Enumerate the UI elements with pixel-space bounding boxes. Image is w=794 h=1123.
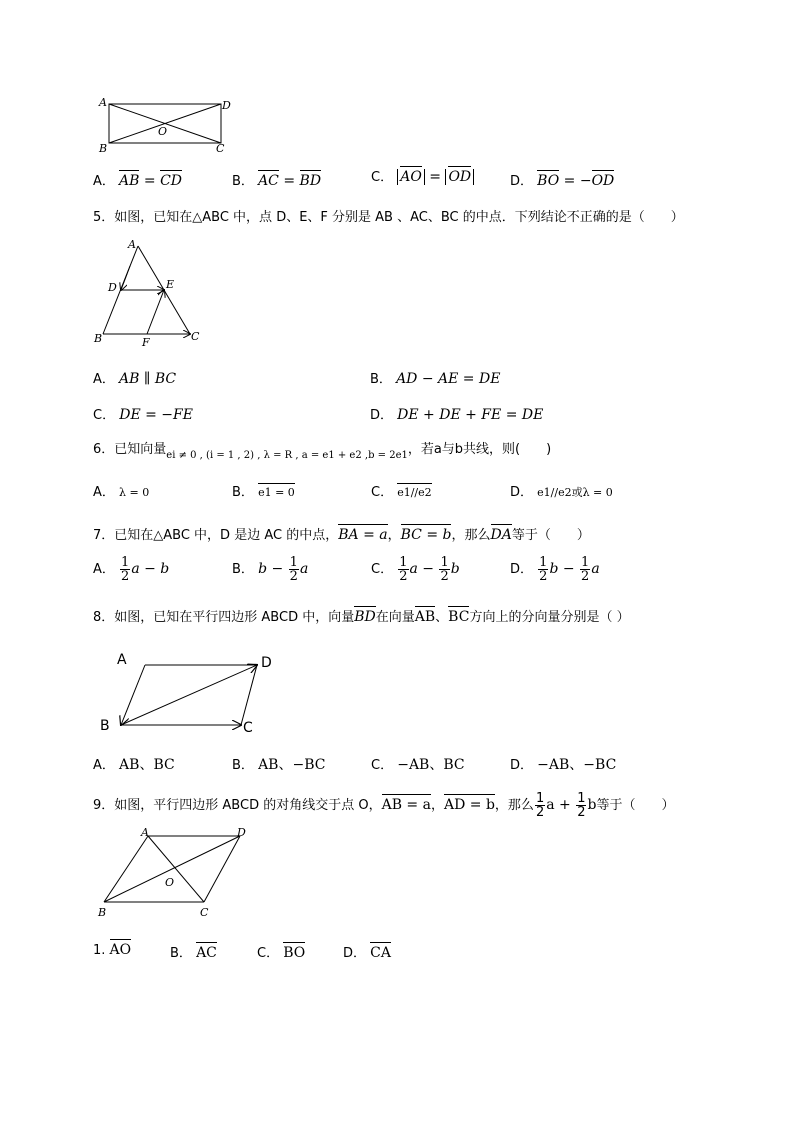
fig-label-a: A	[141, 826, 149, 839]
equals-sign: = −	[559, 173, 592, 189]
q7-option-d[interactable]	[510, 556, 600, 583]
numerator: 1	[535, 791, 545, 806]
vector-term: BD	[299, 173, 322, 189]
numerator: 1	[121, 555, 130, 570]
q9-option-c[interactable]	[257, 942, 305, 961]
option-expression: λ = 0	[119, 486, 150, 499]
denominator: 2	[289, 569, 298, 584]
option-label: D．	[510, 562, 534, 577]
option-label: B．	[232, 758, 254, 773]
q9-option-b[interactable]	[170, 942, 217, 961]
fraction	[576, 792, 586, 819]
option-label: D．	[343, 946, 367, 961]
q5-option-a[interactable]	[93, 368, 176, 387]
stem-text: 在向量	[375, 610, 415, 625]
stem-math: BD	[354, 609, 376, 625]
equals-sign: =	[139, 173, 161, 189]
q8-option-d[interactable]	[510, 754, 616, 774]
q6-stem	[93, 438, 552, 461]
fig-label-d: D	[222, 99, 231, 112]
fig-label-c: C	[216, 142, 225, 154]
option-expression: BO	[283, 945, 306, 961]
option-expression: AB ∥ BC	[119, 371, 177, 387]
rectangle-figure	[96, 92, 236, 154]
option-label: A．	[93, 485, 115, 500]
stem-text: 方向上的分向量分别是（ ）	[469, 610, 630, 625]
fig-label-c: C	[191, 330, 200, 343]
option-label: A．	[93, 174, 115, 189]
q9-option-d[interactable]	[343, 942, 391, 961]
stem-math: BA = a	[338, 527, 388, 543]
option-expression: AO	[109, 942, 132, 958]
denominator: 2	[581, 569, 590, 584]
stem-text: 等于（ ）	[511, 528, 590, 543]
q4-option-d[interactable]	[510, 170, 614, 189]
option-expression: DE + DE + FE = DE	[397, 407, 544, 423]
option-label: D．	[510, 758, 534, 773]
fig-label-e: E	[166, 278, 175, 291]
fraction	[535, 792, 545, 819]
option-label: D．	[510, 174, 534, 189]
option-expression: −AB、BC	[397, 757, 465, 773]
stem-math: AB	[414, 609, 436, 625]
fig-label-o: O	[165, 876, 175, 889]
q9-stem	[93, 792, 674, 819]
denominator: 2	[121, 569, 130, 584]
q8-option-a[interactable]	[93, 754, 175, 774]
option-label: C．	[93, 408, 116, 423]
stem-math: e	[166, 450, 173, 461]
fig-label-d: D	[261, 655, 272, 671]
fig-label-d: D	[237, 826, 246, 839]
q6-option-a[interactable]	[93, 481, 149, 500]
fig-label-a: A	[117, 652, 127, 668]
fig-label-b: B	[98, 906, 107, 919]
fig-label-o: O	[158, 125, 168, 138]
q7-option-b[interactable]	[232, 556, 308, 583]
stem-text: ，那么	[451, 528, 491, 543]
triangle-figure	[90, 236, 210, 348]
option-expression: AB、BC	[119, 757, 175, 773]
q5-stem: 5．如图，已知在△ABC 中，点 D、E、F 分别是 AB 、AC、BC 的中点．下列结论不正确的是（ ）	[93, 210, 684, 225]
stem-math: i ≠ 0 , (i = 1 , 2) , λ = R , a = e1 + e2 ,b = 2e1	[172, 450, 408, 461]
numerator: 1	[440, 555, 449, 570]
stem-text: ，	[430, 798, 444, 813]
q5-option-c[interactable]	[93, 404, 193, 423]
q8-option-b[interactable]	[232, 754, 325, 774]
denominator: 2	[399, 569, 408, 584]
option-label: B．	[170, 946, 192, 961]
stem-math: DA	[490, 527, 512, 543]
option-expression: −AB、−BC	[537, 757, 617, 773]
q6-option-c[interactable]	[371, 481, 432, 500]
option-expression: AB、−BC	[258, 757, 326, 773]
parallelogram-figure-q8	[95, 645, 285, 741]
denominator: 2	[577, 805, 586, 820]
stem-text: ，若a与b共线，则( )	[407, 442, 552, 457]
option-label: B．	[232, 562, 254, 577]
option-expression: a	[591, 561, 600, 577]
fraction	[538, 556, 548, 583]
option-expression: CA	[370, 945, 391, 961]
denominator: 2	[535, 805, 545, 820]
option-label: C．	[371, 170, 394, 185]
fraction	[289, 556, 299, 583]
fraction	[439, 556, 449, 583]
option-expression: b −	[258, 561, 288, 577]
q6-option-b[interactable]	[232, 481, 295, 500]
option-label: C．	[371, 758, 394, 773]
q5-option-d[interactable]	[370, 404, 543, 423]
fig-label-a: A	[128, 238, 136, 251]
option-expression: e1 = 0	[258, 486, 295, 499]
vector-term: AC	[258, 173, 279, 189]
q8-stem	[93, 606, 630, 625]
option-label: D．	[370, 408, 394, 423]
q7-option-c[interactable]	[371, 556, 460, 583]
fig-label-a: A	[99, 96, 107, 109]
option-label: A．	[93, 562, 115, 577]
stem-text: 7．已知在△ABC 中，D 是边 AC 的中点，	[93, 528, 339, 543]
stem-math: a +	[546, 797, 576, 813]
option-label: C．	[257, 946, 280, 961]
vector-term: CD	[160, 173, 183, 189]
fraction	[120, 556, 130, 583]
q4-option-b[interactable]	[232, 170, 321, 189]
option-expression: b	[450, 561, 460, 577]
vector-term: OD	[448, 169, 472, 185]
fig-label-b: B	[99, 142, 108, 154]
option-expression: a −	[409, 561, 439, 577]
option-label: D．	[510, 485, 534, 500]
option-label: C．	[371, 562, 394, 577]
stem-text: ，	[387, 528, 401, 543]
option-label: B．	[232, 174, 254, 189]
fig-label-b: B	[94, 332, 103, 345]
vector-term: BO	[537, 173, 560, 189]
numerator: 1	[399, 555, 408, 570]
q6-option-d[interactable]	[510, 481, 613, 500]
stem-text: 9．如图，平行四边形 ABCD 的对角线交于点 O，	[93, 798, 382, 813]
option-label: B．	[370, 372, 392, 387]
q4-option-c[interactable]	[371, 166, 474, 185]
fraction	[398, 556, 408, 583]
option-label: A．	[93, 372, 115, 387]
parallelogram-figure-q9	[92, 824, 262, 924]
stem-math: b	[587, 797, 597, 813]
option-label: 1.	[93, 943, 106, 958]
option-label: B．	[232, 485, 254, 500]
numerator: 1	[577, 791, 586, 806]
q8-option-c[interactable]	[371, 754, 465, 774]
numerator: 1	[289, 555, 298, 570]
option-expression: a − b	[131, 561, 170, 577]
fig-label-c: C	[200, 906, 209, 919]
q4-option-a[interactable]	[93, 170, 182, 189]
option-expression: AD − AE = DE	[396, 371, 501, 387]
stem-text: 6．已知向量	[93, 442, 167, 457]
vector-term: OD	[591, 173, 615, 189]
vector-term: AB	[119, 173, 140, 189]
equals-sign: =	[278, 173, 300, 189]
fig-label-d: D	[108, 281, 117, 294]
option-expression: e1//e2	[397, 486, 432, 499]
option-expression: AC	[196, 945, 217, 961]
q5-option-b[interactable]	[370, 368, 500, 387]
option-expression: e1//e2或λ = 0	[537, 486, 613, 499]
option-expression: DE = −FE	[119, 407, 193, 423]
stem-text: 、	[435, 610, 449, 625]
q7-stem	[93, 524, 590, 543]
option-label: A．	[93, 758, 115, 773]
stem-math: AB = a	[381, 797, 431, 813]
q9-option-a[interactable]	[93, 942, 131, 958]
fig-label-b: B	[100, 718, 110, 734]
stem-math: BC = b	[400, 527, 452, 543]
fig-label-f: F	[142, 336, 150, 348]
vector-term: AO	[400, 169, 422, 185]
numerator: 1	[581, 555, 590, 570]
option-expression: a	[299, 561, 309, 577]
q7-option-a[interactable]	[93, 556, 169, 583]
stem-math: AD = b	[443, 797, 495, 813]
denominator: 2	[440, 569, 449, 584]
stem-text: 等于（ ）	[596, 798, 675, 813]
option-label: C．	[371, 485, 394, 500]
numerator: 1	[539, 555, 548, 570]
stem-math: BC	[448, 609, 470, 625]
stem-text: 8．如图，已知在平行四边形 ABCD 中，向量	[93, 610, 355, 625]
denominator: 2	[539, 569, 548, 584]
option-expression: b −	[549, 561, 580, 577]
stem-text: ，那么	[494, 798, 534, 813]
fraction	[580, 556, 590, 583]
fig-label-c: C	[243, 720, 253, 736]
equals-sign: =	[424, 169, 446, 185]
